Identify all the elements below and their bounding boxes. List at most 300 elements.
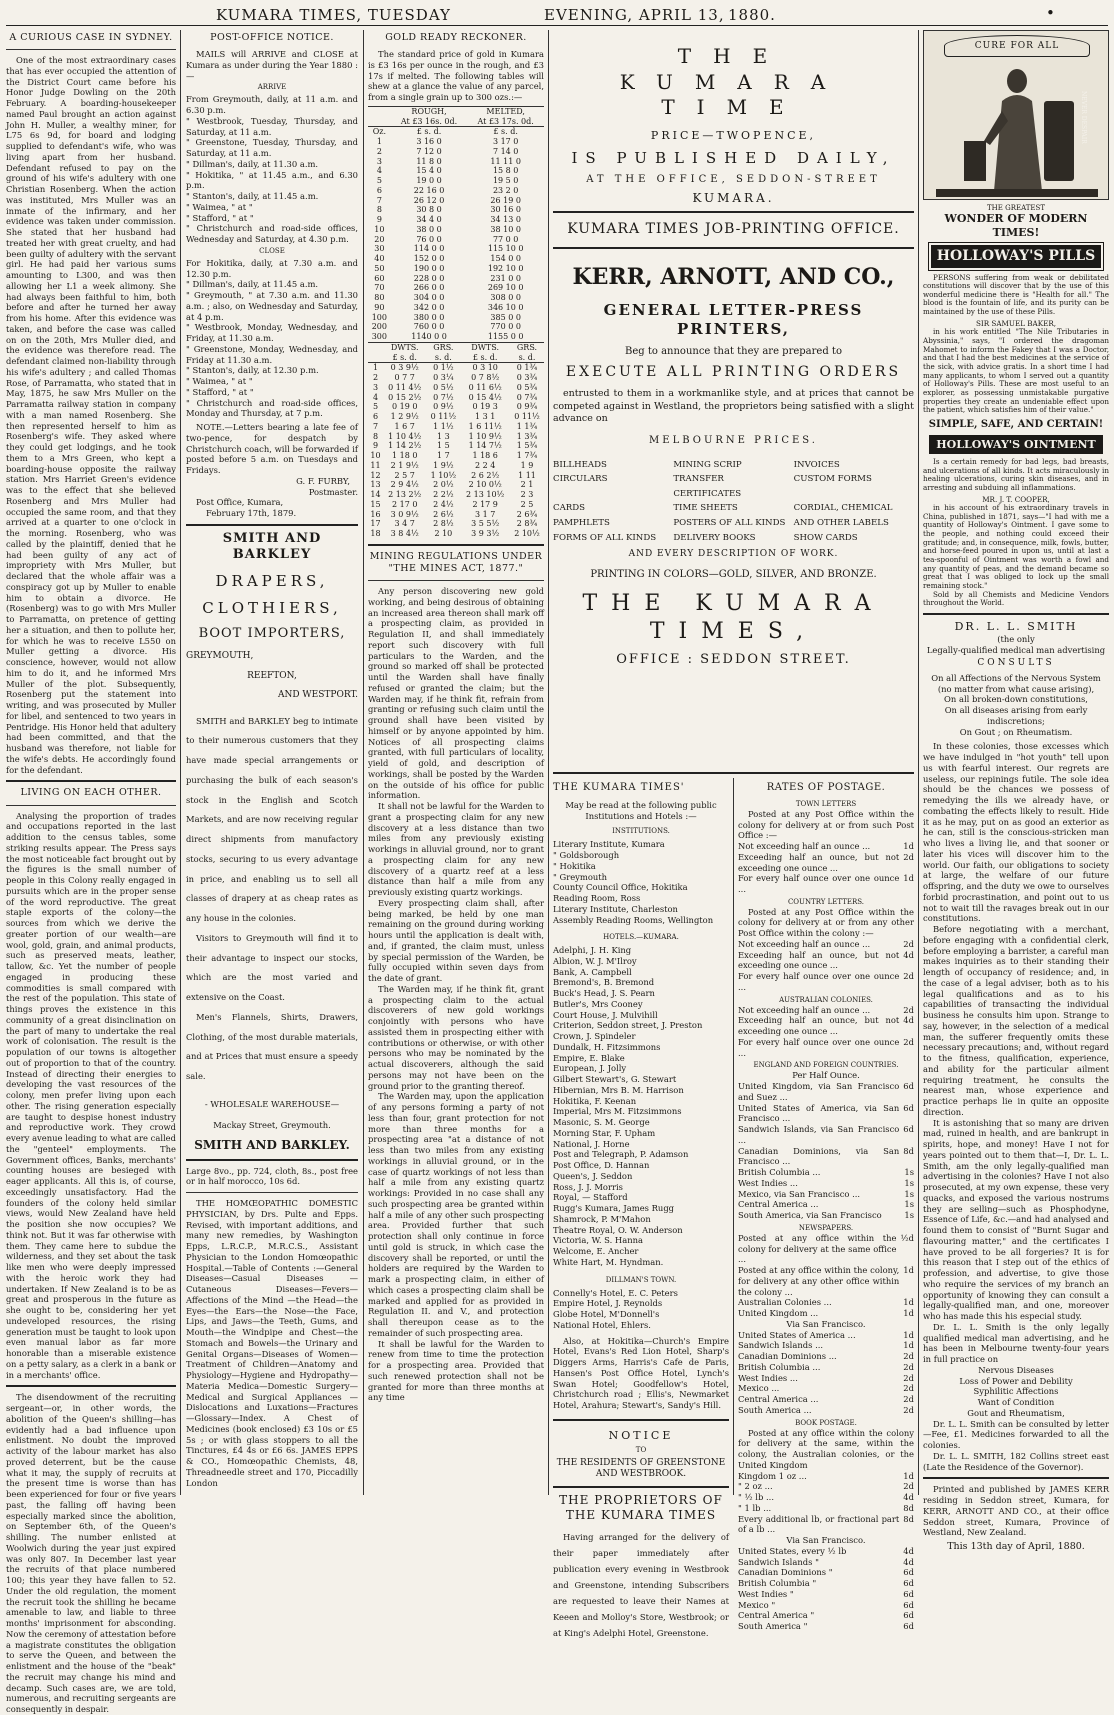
mail-schedule-item: " Stafford, " at " — [186, 212, 254, 223]
hotel-item: European, J. Jolly — [553, 1063, 627, 1074]
melbourne-prices: MELBOURNE PRICES. — [649, 434, 818, 446]
job-type-item: SHOW CARDS — [793, 532, 858, 543]
table-cell: 0 5½ — [433, 382, 454, 392]
rate-value: 2d — [903, 851, 914, 862]
table-row — [368, 244, 544, 254]
table-cell: 22 16 0 — [413, 185, 445, 195]
rate-label: Not exceeding half an ounce ... — [738, 938, 871, 949]
table-row — [368, 529, 544, 539]
gold-oz-table: ROUGH, MELTED, At £3 16s. 0d. At £3 17s. 0d. Oz. £ s. d. £ s. d. 1 3 16 0 3 17 0 2 7 12 0 7 14 0 3 11 8 0 11 11 0 4 15 4 0 15 8 0 5 19 0 0 19 5 0 6 22 16 0 23 2 0 7 26 12 0 26 19 0 8 30 8 0 30 16 0 9 34 4 0 34 13 0 10 38 0 0 38 10 0 20 76 0 0 77 0 0 30 114 0 0 115 10 0 40 152 0 0 154 0 0 50 190 0 0 192 10 0 60 228 0 0 231 0 0 70 266 0 0 269 10 0 80 304 0 0 308 0 0 90 342 0 0 346 10 0 100 380 0 0 385 0 0 200 760 0 0 770 0 0 300 1140 0 0 1155 0 0 — [368, 106, 544, 342]
rate-value: 1s — [904, 1177, 914, 1188]
rate-label: West Indies ... — [738, 1372, 798, 1383]
hotel-item: Connelly's Hotel, E. C. Peters — [553, 1287, 678, 1298]
table-cell: 70 — [374, 283, 385, 293]
job-type-item: MINING SCRIP — [673, 459, 742, 470]
rate-label: Mexico, via San Francisco ... — [738, 1188, 861, 1199]
rate-value: 6d — [903, 1621, 914, 1632]
rate-row — [738, 1210, 914, 1221]
rate-row — [738, 1124, 914, 1146]
hotel-item: Hibernian, Mrs B. M. Harrison — [553, 1084, 684, 1095]
table-cell: 190 0 0 — [413, 263, 445, 273]
rate-value: 2d — [903, 1383, 914, 1394]
simple-safe: SIMPLE, SAFE, AND CERTAIN! — [928, 418, 1104, 430]
rate-value: ½d — [900, 1232, 914, 1243]
table-cell: 9 — [372, 441, 379, 451]
rate-value: 8d — [903, 1513, 914, 1524]
notice-title: NOTICE — [608, 1428, 674, 1442]
table-cell: 5 — [376, 176, 382, 186]
table-row — [368, 313, 544, 323]
the-greatest: THE GREATEST — [987, 204, 1045, 212]
table-cell: 7 — [376, 195, 382, 205]
rate-row — [738, 1081, 914, 1103]
hotels-list — [553, 945, 729, 1268]
kt-footer-office: OFFICE : SEDDON STREET. — [616, 651, 851, 667]
table-row — [368, 205, 544, 215]
table-row — [368, 412, 544, 422]
institution-item: " Goldsborough — [553, 850, 620, 860]
kt-kumara: KUMARA. — [692, 190, 775, 205]
masthead-year: 1880. — [728, 6, 776, 24]
hotel-item: Hokitika, F. Keenan — [553, 1095, 637, 1106]
mining-body: The Warden may, if he think fit, grant a prospecting claim to the actual discoverers of new gold workings conjointly with persons who have assisted them in prospecting either with contributions or otherwise, or with other persons who may be nominated by the actual discoverers, although the said persons may not have been on the ground prior to the granting thereof. — [368, 983, 544, 1091]
rate-value: 8d — [903, 1145, 914, 1156]
town-letters: TOWN LETTERS — [795, 799, 857, 808]
job-type-item: BILLHEADS — [553, 459, 607, 470]
table-cell: 3 — [372, 382, 379, 392]
hotels-heading: HOTELS.—KUMARA. — [603, 933, 679, 942]
job-type-item: CUSTOM FORMS — [793, 474, 872, 485]
col-rough: ROUGH, — [411, 106, 447, 116]
holloways-ointment-banner: HOLLOWAY'S OINTMENT — [929, 435, 1103, 454]
table-row — [368, 225, 544, 235]
table-row — [368, 303, 544, 313]
rate-row — [738, 1362, 914, 1373]
table-row — [368, 283, 544, 293]
table-row — [368, 176, 544, 186]
rate-label: British Columbia " — [738, 1578, 817, 1589]
baker-body: in his work entitled "The Nile Tributaries in Abyssinia," says, "I ordered the dragoman Mahomet to inform the Fakey that I was a Doctor, and that I had the best medicines at the service of the sick, with advice gratis. In a short time I had many applicants, to whom I served out a quantity of Holloway's Pills. These are most useful to an explorer, as possessing unmistakable purgative properties they create an undeniable effect upon the patient, which satisfies him of their value." — [923, 327, 1109, 415]
rate-value: 1d — [903, 1265, 914, 1276]
job-type-item: PAMPHLETS — [553, 518, 610, 529]
rate-row — [738, 939, 914, 950]
ad-body: Visitors to Greymouth will find it to their advantage to inspect our stocks, which are the most varied and extensive on the Coast. — [186, 932, 358, 1003]
table-cell: 2 8¾ — [516, 519, 538, 529]
table-cell: 0 1½ — [433, 363, 454, 373]
rate-label: Exceeding half an ounce, but not exceeding one ounce ... — [738, 949, 900, 971]
table-cell: 2 17 9 — [472, 499, 498, 509]
rate-label: Not exceeding half an ounce ... — [738, 841, 871, 851]
kt-title: THE KUMARA TIME — [619, 44, 848, 120]
ad-wholesale: - WHOLESALE WAREHOUSE— — [204, 1098, 340, 1109]
table-cell: 342 0 0 — [413, 302, 445, 312]
table-cell: 2 10½ — [514, 529, 540, 539]
headline-curious-case: A CURIOUS CASE IN SYDNEY. — [9, 32, 173, 43]
ad-mackay: Mackay Street, Greymouth. — [213, 1119, 331, 1130]
table-row — [368, 422, 544, 432]
table-cell: 17 — [370, 519, 381, 529]
table-row — [368, 332, 544, 342]
rate-label: United States, every ½ lb — [738, 1545, 847, 1556]
rates-foreign — [738, 1081, 914, 1221]
table-cell: 1 5 — [436, 441, 450, 451]
rate-row — [738, 1546, 914, 1557]
hotel-item: Criterion, Seddon street, J. Preston — [553, 1020, 703, 1031]
rate-label: Canadian Dominions " — [738, 1567, 833, 1578]
hotel-item: Theatre Royal, O. W. Anderson — [553, 1224, 683, 1235]
rate-label: Sandwich Islands " — [738, 1556, 819, 1567]
table-row — [368, 373, 544, 383]
rate-label: Canadian Dominions ... — [738, 1351, 837, 1362]
rate-value: 2d — [903, 1394, 914, 1405]
kumara-times-ad — [553, 30, 914, 775]
column-1 — [6, 30, 176, 1715]
ad-reefton: REEFTON, — [247, 670, 297, 681]
table-cell: 3 9 3½ — [471, 529, 500, 539]
rate-value: 2d — [903, 971, 914, 982]
table-cell: 2 13 2½ — [388, 490, 422, 500]
rate-value: 6d — [903, 1599, 914, 1610]
rate-label: West Indies ... — [738, 1177, 798, 1188]
dr-address: Dr. L. L. SMITH, 182 Collins street east (Late the Residence of the Governor). — [923, 1450, 1109, 1472]
table-cell: 1140 0 0 — [411, 332, 447, 342]
table-cell: 9 — [376, 215, 382, 225]
headline-kt-read: THE KUMARA TIMES' — [553, 782, 685, 793]
beg-announce: Beg to announce that they are prepared to — [625, 345, 842, 357]
general-printers: GENERAL LETTER-PRESS PRINTERS, — [603, 301, 864, 339]
book-intro: Posted at any office within the colony for delivery at the same, within the colony, the Australian colonies, or the United Kingdom — [738, 1427, 914, 1470]
institutions-list — [553, 839, 729, 925]
headline-postage: RATES OF POSTAGE. — [766, 782, 886, 793]
hotel-item: Masonic, S. M. George — [553, 1117, 650, 1128]
per-half-ounce: Per Half Ounce. — [792, 1070, 860, 1081]
rate-value: 2d — [903, 1351, 914, 1362]
dr-line: (no matter from what cause arising), — [937, 683, 1095, 694]
table-row — [368, 137, 544, 147]
table-cell: 1 9 — [520, 460, 534, 470]
hotel-item: Empire, E. Blake — [553, 1052, 625, 1063]
column-6 — [923, 30, 1109, 1553]
institution-item: Literary Institute, Charleston — [553, 903, 678, 914]
rate-value: 1d — [903, 1340, 914, 1351]
job-type-item: CORDIAL, CHEMICAL — [793, 503, 893, 514]
dr-legally: Legally-qualified medical man advertising — [926, 644, 1106, 655]
table-row — [368, 157, 544, 167]
table-cell: 1 18 0 — [391, 451, 418, 461]
table-cell: 6 — [372, 412, 379, 422]
rate-row — [738, 1394, 914, 1405]
table-cell: 1 6 11½ — [468, 421, 502, 431]
table-cell: 760 0 0 — [413, 322, 445, 332]
rate-row — [738, 1621, 914, 1632]
hotel-item: Globe Hotel, M'Donnell's — [553, 1309, 660, 1320]
table-cell: 2 3 — [520, 490, 534, 500]
condition-item: Syphilitic Affections — [973, 1386, 1059, 1397]
ad-greymouth: GREYMOUTH, — [186, 651, 254, 662]
rates-news-sf — [738, 1330, 914, 1416]
rate-value: 8d — [903, 1502, 914, 1513]
rate-label: Mexico ... — [738, 1383, 780, 1394]
table-cell: 30 — [374, 244, 385, 254]
table-cell: 30 16 0 — [490, 205, 521, 215]
dr-only: (the only — [997, 633, 1035, 644]
table-row — [368, 480, 544, 490]
col-rough-price: At £3 16s. 0d. — [400, 116, 458, 126]
holloway-engraving — [923, 30, 1109, 200]
table-cell: 15 8 0 — [492, 166, 519, 176]
table-row — [368, 519, 544, 529]
rate-label: United States of America, via San Francisco ... — [738, 1102, 900, 1124]
table-cell: 3 17 0 — [492, 137, 519, 147]
table-cell: 380 0 0 — [413, 312, 445, 322]
table-cell: 266 0 0 — [413, 283, 445, 293]
headline-mining: MINING REGULATIONS UNDER "THE MINES ACT, 1877." — [369, 550, 543, 575]
table-row — [368, 490, 544, 500]
table-cell: 14 — [370, 490, 381, 500]
country-letters: COUNTRY LETTERS. — [787, 897, 865, 906]
rate-row — [738, 1037, 914, 1059]
rate-label: For every half ounce over one ounce ... — [738, 873, 900, 894]
rate-row — [738, 1015, 914, 1037]
table-cell: 0 7¾ — [516, 392, 538, 402]
also-text: Also, at Hokitika—Church's Empire Hotel, Evans's Red Lion Hotel, Sharp's Diggers Arms, Harris's Cafe de Paris, Hansen's Post Office Hotel, Lynch's Swan Hotel; Goodfellow's Hotel, Christchurch road ; Ellis's, Newmarket Hotel, Arahura; Stewart's, Sandy's Hill. — [553, 1335, 729, 1411]
table-row — [368, 451, 544, 461]
rate-label: Canadian Dominions, via San Francisco ... — [738, 1145, 900, 1167]
table-cell: 8 — [372, 431, 379, 441]
rate-label: United States of America ... — [738, 1329, 856, 1340]
table-cell: 2 6¾ — [516, 509, 538, 519]
rate-value: 4d — [903, 1556, 914, 1567]
rate-value: 2d — [903, 1036, 914, 1047]
rate-value: 1s — [904, 1210, 914, 1221]
rate-row — [738, 1578, 914, 1589]
dillmans-list — [553, 1288, 729, 1331]
table-cell: 770 0 0 — [490, 322, 521, 332]
rate-row — [738, 1481, 914, 1492]
job-type-item: INVOICES — [793, 459, 840, 470]
table-cell: 7 12 0 — [416, 146, 442, 156]
rate-row — [738, 1567, 914, 1578]
table-cell: 10 — [374, 224, 385, 234]
rate-row — [738, 1199, 914, 1210]
hotel-item: Post and Telegraph, P. Adamson — [553, 1149, 689, 1160]
rate-row — [738, 852, 914, 874]
mail-schedule-item: For Hokitika, daily, at 7.30 a.m. and 12.30 p.m. — [186, 257, 358, 279]
rate-value: 2d — [903, 938, 914, 949]
table-cell: 2 17 0 — [391, 499, 418, 509]
table-cell: 3 0 9½ — [390, 509, 419, 519]
rate-label: British Columbia ... — [738, 1167, 821, 1178]
hotel-item: Morning Star, F. Upham — [553, 1127, 656, 1138]
mail-schedule-item: " Westbrook, Tuesday, Thursday, and Saturday, at 11 a.m. — [186, 115, 358, 137]
table-cell: 0 9½ — [433, 402, 454, 412]
rate-label: Every additional lb, or fractional part of a lb ... — [738, 1513, 900, 1535]
rate-row — [738, 1146, 914, 1168]
rate-label: United Kingdom ... — [738, 1308, 819, 1319]
table-cell: 2 2 4 — [474, 460, 496, 470]
rate-row — [738, 1351, 914, 1362]
table-cell: 2 10 0½ — [468, 480, 502, 490]
rate-row — [738, 1514, 914, 1536]
rate-label: South America, via San Francisco — [738, 1210, 882, 1221]
rate-value: 1s — [904, 1199, 914, 1210]
table-cell: 2 6½ — [433, 509, 454, 519]
table-row — [368, 264, 544, 274]
ad-clothiers: CLOTHIERS, — [202, 599, 342, 618]
institution-item: Literary Institute, Kumara — [553, 839, 665, 850]
table-cell: 11 8 0 — [416, 156, 442, 166]
rate-label: Exceeding half an ounce, but not exceeding one ounce ... — [738, 1015, 900, 1037]
rate-row — [738, 1308, 914, 1319]
table-cell: 228 0 0 — [413, 273, 445, 283]
england-foreign: ENGLAND AND FOREIGN COUNTRIES. — [753, 1061, 899, 1070]
table-cell: 0 19 0 — [391, 402, 418, 412]
ad-body: Men's Flannels, Shirts, Drawers, Clothing, of the most durable materials, and at Prices that must ensure a speedy sale. — [186, 1011, 358, 1082]
table-cell: 19 0 0 — [416, 176, 442, 186]
hotel-item: Gilbert Stewart's, G. Stewart — [553, 1074, 677, 1085]
rates-book — [738, 1471, 914, 1536]
rate-label: British Columbia ... — [738, 1361, 821, 1372]
table-cell: 300 — [371, 332, 387, 342]
table-cell: 5 — [372, 402, 379, 412]
mail-schedule-item: " Dillman's, daily, at 11.45 a.m. — [186, 279, 319, 290]
table-cell: 100 — [371, 312, 387, 322]
hotel-item: Shamrock, P. M'Mahon — [553, 1213, 651, 1224]
table-cell: 26 12 0 — [413, 195, 445, 205]
rate-label: South America ... — [738, 1404, 812, 1415]
rates-country — [738, 939, 914, 993]
table-cell: 7 14 0 — [492, 146, 519, 156]
ornament-dot: • — [1046, 4, 1056, 22]
table-cell: 7 — [372, 421, 379, 431]
imprint-date: This 13th day of April, 1880. — [947, 1541, 1085, 1553]
table-cell: 1 10 9½ — [468, 431, 502, 441]
hotel-item: Imperial, Mrs M. Fitzsimmons — [553, 1106, 682, 1117]
rates-town — [738, 841, 914, 895]
table-row — [368, 147, 544, 157]
table-cell: 26 19 0 — [490, 195, 521, 205]
rate-label: Central America ... — [738, 1199, 819, 1210]
article-body: One of the most extraordinary cases that has ever occupied the attention of the District Court came before his Honor Judge Dowling on the 20th February. A boarding-housekeeper named Paul brought an action against John H. Muller, a wealthy miner, for L75 6s 9d, for board and lodging supplied to defendant's wife, who was living apart from her husband. Defendant refused to pay on the ground of his wife's adultery with one Christian Rosenberg. When the action was instituted, Mrs Muller was an inmate of the infirmary, and her evidence was taken under commission. She stated that her husband had treated her with great cruelty, and had been guilty of adultery with the servant girl. He had paid her various sums amounting to L300, and was then allowing her L1 a week alimony. She had always been faithful to him, both before and after he turned her away from his home. After this evidence was taken, and before the case was called on on the 20th, Mrs Muller died, and the evidence was therefore read. The defendant claimed non-liability through his wife's adultery ; and called Thomas Rose, of Parramatta, who stated that in May, 1875, he saw Mrs Muller on the Parramatta railway station in company with a man named Rosenberg. She then represented herself to him as Rosenberg's wife. They asked where they could get lodgings, and he took them to a Mrs Green, who kept a boarding-house opposite the railway station. Mrs Harriet Green's evidence was to the effect that she believed Rosenberg and Mrs Muller had occupied the same room, and that they arrived at a quarter to one o'clock in the morning. Rosenberg, who was called by the plaintiff, denied that he had been guilty of any act of impropriety with Mrs Muller, but declared that the whole affair was a conspiracy got up by Muller to enable him to obtain a divorce. He (Rosenberg) was to go with Mrs Muller to Parramatta, on pretence of getting her a situation, and then to pollute her, for which he was to receive L550 on Muller getting a divorce. His conscience, however, would not allow him to do it, and he informed Mrs Muller of the plot. Subsequently, Rosenberg put the statement into writing, and was prosecuted by Muller for libel, and sentenced to two years in Pentridge. His Honor held that adultery had been committed, and that the husband was therefore, not liable for the wife's debts. He accordingly found for the defendant. — [6, 55, 176, 775]
table-cell: 13 — [370, 480, 381, 490]
rate-value: 4d — [903, 1015, 914, 1026]
rates-book-sf — [738, 1546, 914, 1632]
hotel-item: Royal, — Stafford — [553, 1192, 628, 1203]
headline-living: LIVING ON EACH OTHER. — [20, 787, 162, 799]
table-cell: 304 0 0 — [413, 293, 445, 303]
column-4 — [553, 780, 729, 1638]
hotel-item: National Hotel, Ehlers. — [553, 1319, 651, 1330]
table-row — [368, 461, 544, 471]
table-row — [368, 441, 544, 451]
rate-label: Central America " — [738, 1610, 815, 1621]
rate-label: Sandwich Islands ... — [738, 1340, 824, 1351]
dr-body: Dr. L. L. Smith can be consulted by letter—Fee, £1. Medicines forwarded to all the colonies. — [923, 1418, 1109, 1451]
aus-colonies: AUSTRALIAN COLONIES. — [779, 995, 873, 1004]
table-cell: 0 11½ — [430, 412, 457, 422]
mining-body: Any person discovering new gold working, and being desirous of obtaining an increased area thereon shall mark off a prospecting claim, as provided in Regulation II, and shall immediately report such discovery with full particulars to the Warden, and the ground so marked off shall be protected until the Warden shall have finally refused or granted the claim; but the Warden may, if he think fit, refrain from granting or refusing such claim until the ground shall have been visited by himself or by anyone appointed by him. Notices of all prospecting claims granted, with full particulars of locality, yield of gold, and description of workings, shall be posted by the Warden on the outside of his office for public information. — [368, 586, 544, 801]
notice-to: TO — [635, 1445, 647, 1454]
rate-row — [738, 1005, 914, 1016]
mail-schedule-item: " Waimea, " at " — [186, 376, 253, 387]
rate-value: 6d — [903, 1610, 914, 1621]
table-cell: 1 3 — [436, 431, 450, 441]
via-sf-2: Via San Francisco. — [786, 1535, 866, 1546]
table-row — [368, 293, 544, 303]
table-cell: 3 16 0 — [416, 137, 442, 147]
mail-schedule-item: " Dillman's, daily, at 11.30 a.m. — [186, 158, 319, 169]
table-cell: 2 — [372, 373, 379, 383]
article-body: The disendowment of the recruiting sergeant—or, in other words, the abolition of the Queen's shilling—has evidently had a bad influence upon enlistment. No doubt the improved activity of the labour market has also proved deterrent, but be the cause what it may, the supply of recruits at the present time is worse than has been experienced for four or five years past, the falling off having been especially marked since the abolition, on September 6th, of the Queen's shilling. The number enlisted at Woolwich during the year just expired was only 807. In December last year the recruits of that place numbered 100; this year they have fallen to 52. Under the old regulation, the moment the recruit took the shilling he became amenable to law, and liable to three months' imprisonment for absconding. Now the ceremony of attestation before a magistrate constitutes the obligation to serve the Queen, and between the enlistment and the house of the "beak" the recruit may change his mind and decamp. Such cases are, we are told, numerous, and recruiting sergeants are consequently in despair. — [6, 1392, 176, 1715]
job-type-item: CARDS — [553, 503, 586, 514]
close-heading: CLOSE — [259, 246, 285, 255]
book-ad-price: Large 8vo., pp. 724, cloth, 8s., post free or in half morocco, 10s 6d. — [186, 1165, 358, 1187]
table-row — [368, 274, 544, 284]
table-cell: 2 0½ — [433, 480, 454, 490]
rate-label: For every half ounce over one ounce ... — [738, 971, 900, 992]
mining-body: It shall not be lawful for the Warden to grant a prospecting claim for any new discovery at a less distance than two miles from any previously existing workings in alluvial ground, nor to grant a prospecting claim for any new discovery of a quartz reef at a less distance than half a mile from any previously existing quartz workings. — [368, 801, 544, 898]
job-printing-title: KUMARA TIMES JOB-PRINTING OFFICE. — [567, 221, 900, 238]
rate-value: 1s — [904, 1167, 914, 1178]
town-intro: Posted at any Post Office within the colony for delivery at or from such Post Office :— — [738, 808, 914, 841]
rate-row — [738, 1610, 914, 1621]
mail-schedule-item: " Hokitika, " at 11.45 a.m., and 6.30 p.m. — [186, 169, 358, 191]
rate-value: 1s — [904, 1188, 914, 1199]
job-type-item: TRANSFER CERTIFICATES — [673, 474, 742, 499]
table-row — [368, 500, 544, 510]
ad-smith-footer: SMITH AND BARKLEY. — [194, 1138, 350, 1153]
rate-value: 6d — [903, 1588, 914, 1599]
ad-westport: AND WESTPORT. — [277, 690, 358, 701]
headline-post-office: POST-OFFICE NOTICE. — [210, 32, 334, 43]
table-cell: 231 0 0 — [490, 273, 521, 283]
rate-value: 2d — [903, 1361, 914, 1372]
never-despair: NEVER DESPAIR — [1080, 91, 1087, 144]
table-cell: 3 — [376, 156, 382, 166]
table-row — [368, 215, 544, 225]
table-cell: 154 0 0 — [490, 254, 521, 264]
job-type-item: FORMS OF ALL KINDS — [553, 532, 657, 543]
table-cell: 1 3 1 — [474, 412, 496, 422]
rate-label: West Indies " — [738, 1588, 794, 1599]
proprietors-title: THE PROPRIETORS OF THE KUMARA TIMES — [559, 1492, 723, 1523]
table-cell: 0 19 3 — [472, 402, 498, 412]
arrive-heading: ARRIVE — [257, 83, 287, 92]
table-row — [368, 383, 544, 393]
rate-value: 6d — [903, 1578, 914, 1589]
rate-label: United Kingdom, via San Francisco and Suez ... — [738, 1081, 900, 1102]
table-cell: 1 7 — [436, 451, 450, 461]
condition-item: Nervous Diseases — [978, 1364, 1054, 1375]
cooper-body: in his account of his extraordinary travels in China, published in 1871, says—"I had with me a quantity of Holloway's Ointment. I gave some to the people, and nothing could exceed their gratitude; and, in consequence, milk, fowls, butter, and horse-feed poured in upon us, until at last a tea-spoonful of Ointment was worth a fowl and any quantity of peas, and the demand became so great that I was obliged to lock up the small remaining stock." — [923, 503, 1109, 590]
hotel-item: Bremond's, B. Bremond — [553, 977, 655, 988]
hotel-item: Adelphi, J. H. King — [553, 945, 632, 956]
table-cell: 0 1¾ — [516, 363, 538, 373]
table-cell: 1 10½ — [430, 470, 457, 480]
dr-body: It is astonishing that so many are driven mad, ruined in health, and are bankrupt in spirits, hope, and money! Have I not for years pointed out to them that—I, Dr. L. L. Smith, am the only legally-qualified man advertising in the colonies? Have I not also prosecuted, at my own expense, these very quacks, and exposed the various nostrums they are selling—such as Phosphodyne, Essence of Life, &c.—and had analysed and found them to consist of "Burnt Sugar and flavouring matter," and the certificates I have proved to be all forgeries? It is for this reason that I step out of the ethics of profession, and advertise, to give those who require the services of my branch an opportunity of knowing they can consult a legally-qualified man, and one, moreover who has made this his especial study. — [923, 1117, 1109, 1322]
rate-value: 6d — [903, 1567, 914, 1578]
rate-row — [738, 1233, 914, 1265]
institution-item: Reading Room, Ross — [553, 893, 641, 903]
rate-row — [738, 971, 914, 993]
institution-item: County Council Office, Hokitika — [553, 882, 688, 893]
wonder-title: WONDER OF MODERN TIMES! — [944, 212, 1088, 239]
rate-row — [738, 1405, 914, 1416]
table-cell: 1 14 2½ — [388, 441, 422, 451]
table-row — [368, 510, 544, 520]
rate-row — [738, 1589, 914, 1600]
rate-row — [738, 1167, 914, 1178]
